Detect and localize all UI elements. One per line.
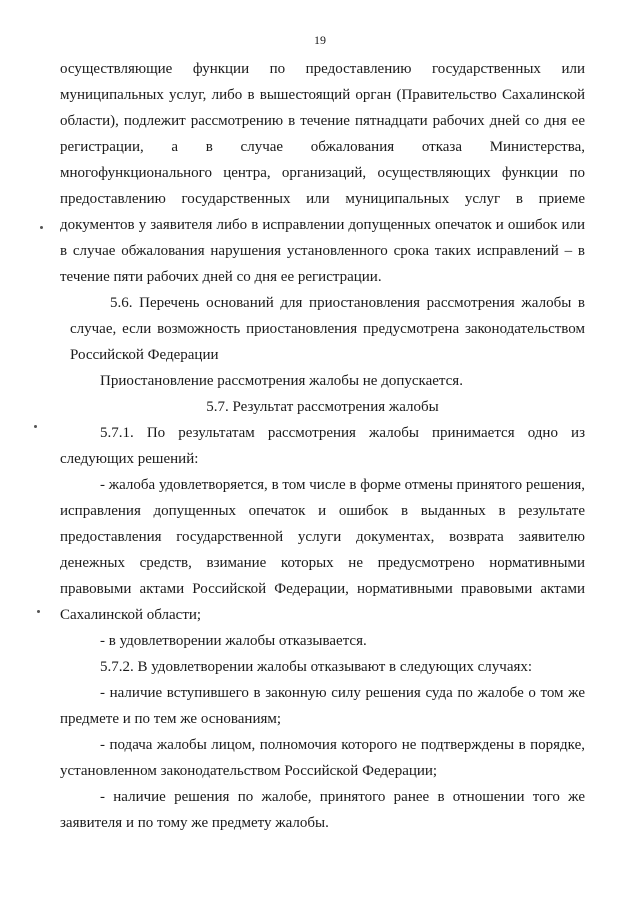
paragraph-continuation: осуществляющие функции по предоставлению государственных или муниципальных услуг, либо в вышестоящий орган (Правительство Сахалинской области), подлежит рассмотрению в течение пятнадцати рабочих дней со дня ее регистрации, а в случае обжалования отказа Министерства, многофункционального центра, организаций, осуществляющих функции по предоставлению государственных или муниципальных услуг в приеме документов у заявителя либо в исправлении допущенных опечаток и ошибок или в случае обжалования нарушения установленного срока таких исправлений – в течение пяти рабочих дней со дня ее регистрации. <box>60 61 585 285</box>
list-item-refusal-already-decided: - наличие решения по жалобе, принятого ранее в отношении того же заявителя и по тому же предмету жалобы. <box>60 789 585 831</box>
paragraph-suspension-not-allowed: Приостановление рассмотрения жалобы не допускается. <box>100 373 463 389</box>
scan-speck <box>37 610 40 613</box>
section-heading-5-7: 5.7. Результат рассмотрения жалобы <box>206 399 439 415</box>
page-number: 19 <box>314 33 326 47</box>
list-item-refusal-court-decision: - наличие вступившего в законную силу решения суда по жалобе о том же предмете и по тем же основаниям; <box>60 685 585 727</box>
section-heading-5-6: 5.6. Перечень оснований для приостановления рассмотрения жалобы в случае, если возможность приостановления предусмотрена законодательством Российской Федерации <box>70 295 585 363</box>
list-item-refusal-no-authority: - подача жалобы лицом, полномочия которого не подтверждены в порядке, установленном законодательством Российской Федерации; <box>60 737 585 779</box>
scan-speck <box>40 226 43 229</box>
list-item-complaint-refused: - в удовлетворении жалобы отказывается. <box>100 633 367 649</box>
scan-speck <box>34 425 37 428</box>
paragraph-5-7-1: 5.7.1. По результатам рассмотрения жалобы принимается одно из следующих решений: <box>60 425 585 467</box>
document-body <box>60 56 585 836</box>
paragraph-5-7-2: 5.7.2. В удовлетворении жалобы отказывают в следующих случаях: <box>100 659 533 675</box>
list-item-complaint-satisfied: - жалоба удовлетворяется, в том числе в форме отмены принятого решения, исправления допущенных опечаток и ошибок в выданных в результате предоставления государственной услуги документах, возврата заявителю денежных средств, взимание которых не предусмотрено нормативными правовыми актами Российской Федерации, нормативными правовыми актами Сахалинской области; <box>60 477 585 623</box>
